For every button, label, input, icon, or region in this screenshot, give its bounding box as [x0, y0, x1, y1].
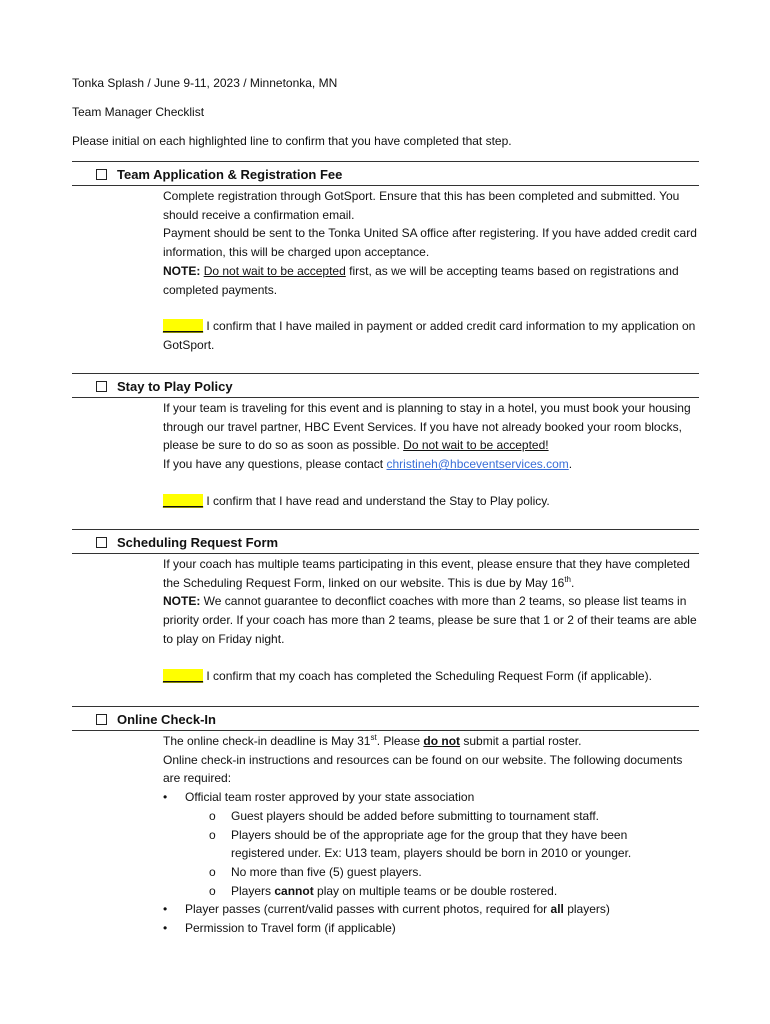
paragraph: Complete registration through GotSport. Ensure that this has been completed and submitted. You should receive a confirmation email.: [163, 189, 680, 222]
sub-list-item: o Players should be of the appropriate age for the group that they have been registered under. Ex: U13 team, players should be born in 2010 or younger.: [163, 826, 703, 863]
contact-email-link[interactable]: christineh@hbceventservices.com: [386, 457, 569, 472]
section-divider: [72, 397, 699, 398]
paragraph: If you have any questions, please contact christineh@hbceventservices.com.: [163, 457, 573, 472]
section-heading-scheduling: Scheduling Request Form: [96, 535, 278, 550]
document-title: Team Manager Checklist: [72, 105, 205, 119]
section-heading-stay-to-play: Stay to Play Policy: [96, 379, 233, 394]
list-item: • Player passes (current/valid passes with current photos, required for all players): [163, 900, 703, 919]
section-divider: [72, 373, 699, 374]
paragraph: If your team is traveling for this event and is planning to stay in a hotel, you must book your housing through our travel partner, HBC Event Services. If you have not already booked your room blocks, please be sure to do so as soon as possible. Do not wait to be accepted!: [163, 401, 691, 453]
section-body-stay-to-play: [163, 399, 703, 511]
sub-list-item: o Guest players should be added before submitting to tournament staff.: [163, 807, 703, 826]
paragraph: The online check-in deadline is May 31st. Please do not submit a partial roster.: [163, 733, 582, 748]
confirmation-line: ______ I confirm that my coach has completed the Scheduling Request Form (if applicable).: [163, 668, 652, 683]
checkbox-icon[interactable]: [96, 169, 107, 180]
section-divider: [72, 730, 699, 731]
section-divider: [72, 529, 699, 530]
list-item: • Permission to Travel form (if applicable): [163, 919, 703, 938]
section-body-registration: [163, 187, 703, 355]
initial-blank[interactable]: ______: [163, 668, 204, 683]
section-divider: [72, 553, 699, 554]
section-divider: [72, 706, 699, 707]
section-body-scheduling: [163, 555, 703, 685]
section-heading-registration: Team Application & Registration Fee: [96, 167, 342, 182]
confirmation-line: ______ I confirm that I have mailed in payment or added credit card information to my application on GotSport.: [163, 319, 696, 352]
paragraph: Online check-in instructions and resources can be found on our website. The following documents are required:: [163, 752, 683, 786]
initial-blank[interactable]: ______: [163, 319, 204, 334]
sub-list-item: o No more than five (5) guest players.: [163, 863, 703, 882]
note-paragraph: NOTE: Do not wait to be accepted first, as we will be accepting teams based on registrations and completed payments.: [163, 263, 679, 297]
paragraph: If your coach has multiple teams participating in this event, please ensure that they have completed the Scheduling Request Form, linked on our website. This is due by May 16th.: [163, 557, 690, 590]
sub-list-item: o Players cannot play on multiple teams or be double rostered.: [163, 882, 703, 901]
confirmation-line: ______ I confirm that I have read and understand the Stay to Play policy.: [163, 493, 550, 508]
section-heading-check-in: Online Check-In: [96, 712, 216, 727]
section-body-check-in: [163, 732, 703, 938]
instructions-text: Please initial on each highlighted line to confirm that you have completed that step.: [72, 134, 512, 148]
section-divider: [72, 185, 699, 186]
checkbox-icon[interactable]: [96, 381, 107, 392]
initial-blank[interactable]: ______: [163, 493, 204, 508]
event-line: Tonka Splash / June 9-11, 2023 / Minnetonka, MN: [72, 76, 338, 90]
checkbox-icon[interactable]: [96, 537, 107, 548]
section-divider: [72, 161, 699, 162]
paragraph: Payment should be sent to the Tonka United SA office after registering. If you have added credit card information, this will be charged upon acceptance.: [163, 226, 697, 260]
checkbox-icon[interactable]: [96, 714, 107, 725]
list-item: • Official team roster approved by your state association: [163, 788, 703, 807]
note-paragraph: NOTE: We cannot guarantee to deconflict coaches with more than 2 teams, so please list teams in priority order. If your coach has more than 2 teams, please be sure that 1 or 2 of their teams are able to play on Friday night.: [163, 594, 697, 646]
